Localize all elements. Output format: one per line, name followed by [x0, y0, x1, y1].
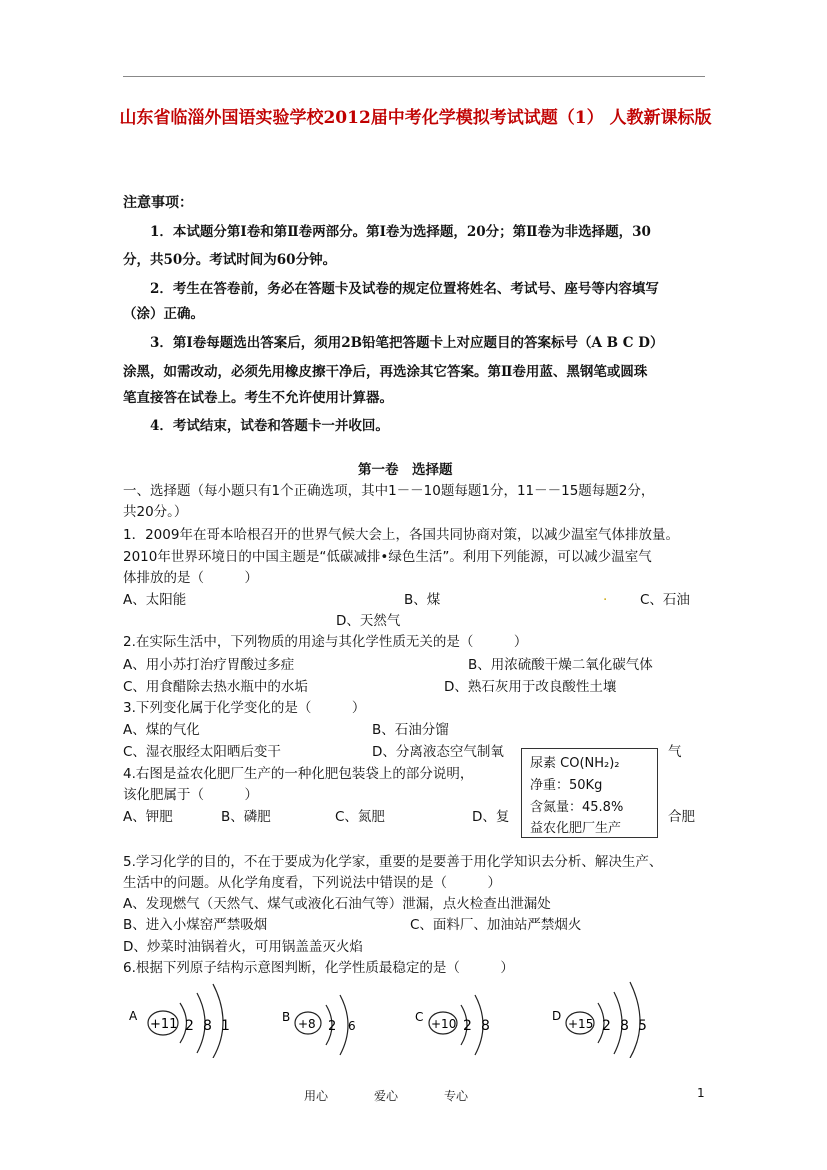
q2-option-b: B、用浓硫酸干燥二氧化碳气体: [468, 657, 653, 673]
q4-option-a: A、钾肥: [123, 809, 173, 825]
page-number: 1: [697, 1086, 705, 1100]
atom-letter: D: [552, 1009, 562, 1023]
nucleus-charge: +10: [431, 1017, 457, 1031]
q1-option-a: A、太阳能: [123, 592, 187, 608]
q1-stem: 2010年世界环境日的中国主题是“低碳减排•绿色生活”。利用下列能源，可以减少温室气: [123, 549, 652, 565]
q5-stem: 生活中的问题。从化学角度看，下列说法中错误的是（ ）: [123, 875, 501, 891]
footer-motto: 专心: [444, 1089, 469, 1103]
q1-stem: 体排放的是（ ）: [123, 570, 258, 586]
q2-option-c: C、用食醋除去热水瓶中的水垢: [123, 679, 308, 695]
atom-letter: A: [129, 1009, 138, 1023]
electron-count: 1: [221, 1018, 230, 1034]
q1-option-b: B、煤: [404, 592, 441, 608]
atom-diagram-c: [413, 985, 513, 1060]
q4-stem: 该化肥属于（ ）: [123, 787, 258, 803]
q4-option-d: D、复: [472, 809, 510, 825]
q5-stem: 5.学习化学的目的，不在于要成为化学家，重要的是要善于用化学知识去分析、解决生产、: [123, 854, 663, 870]
electron-count: 8: [481, 1018, 490, 1034]
notice-heading: 注意事项：: [123, 195, 193, 211]
q3-option-d-tail: 气: [668, 744, 682, 760]
q5-option-b: B、进入小煤窑严禁吸烟: [123, 917, 268, 933]
electron-count: 5: [638, 1018, 647, 1034]
intro-line: 一、选择题（每小题只有1个正确选项，其中1－－10题每题1分，11－－15题每题2分，: [123, 483, 655, 499]
stray-dot: .: [603, 588, 608, 604]
q4-option-d-tail: 合肥: [668, 809, 695, 825]
q1-option-c: C、石油: [640, 592, 690, 608]
q5-option-c: C、面料厂、加油站严禁烟火: [410, 917, 582, 933]
electron-count: 8: [203, 1018, 212, 1034]
q3-option-d: D、分离液态空气制氧: [372, 744, 504, 760]
intro-line: 共20分。）: [123, 504, 188, 520]
q2-stem: 2.在实际生活中，下列物质的用途与其化学性质无关的是（ ）: [123, 634, 528, 650]
footer-motto: 爱心: [374, 1089, 399, 1103]
electron-count: 2: [328, 1019, 337, 1034]
nucleus-charge: +15: [568, 1017, 594, 1031]
fertilizer-label-box: [521, 748, 658, 838]
q4-stem: 4.右图是益农化肥厂生产的一种化肥包装袋上的部分说明，: [123, 766, 474, 782]
nucleus-charge: +11: [150, 1017, 178, 1032]
atom-diagram-d: [550, 978, 665, 1058]
electron-count: 2: [463, 1018, 472, 1034]
label-line: 尿素 CO(NH₂)₂: [530, 756, 620, 771]
electron-count: 2: [602, 1018, 611, 1034]
header-rule: [123, 76, 705, 77]
notice-line: 1．本试题分第Ⅰ卷和第Ⅱ卷两部分。第Ⅰ卷为选择题，20分；第Ⅱ卷为非选择题，30: [150, 224, 651, 240]
atom-letter: C: [415, 1010, 424, 1024]
q2-option-a: A、用小苏打治疗胃酸过多症: [123, 657, 295, 673]
notice-line: 分，共50分。考试时间为60分钟。: [123, 252, 337, 268]
label-line: 含氮量：45.8%: [530, 800, 624, 815]
notice-line: 3．第Ⅰ卷每题选出答案后，须用2B铅笔把答题卡上对应题目的答案标号（A B C D）: [150, 335, 664, 351]
q5-option-a: A、发现燃气（天然气、煤气或液化石油气等）泄漏，点火检查出泄漏处: [123, 896, 551, 912]
q3-stem: 3.下列变化属于化学变化的是（ ）: [123, 700, 366, 716]
atom-diagram-a: [125, 978, 245, 1058]
q1-stem: 1．2009年在哥本哈根召开的世界气候大会上，各国共同协商对策，以减少温室气体排放量。: [123, 527, 679, 543]
label-line: 净重：50Kg: [530, 778, 603, 793]
notice-line: 4．考试结束，试卷和答题卡一并收回。: [150, 418, 389, 434]
notice-line: 2．考生在答卷前，务必在答题卡及试卷的规定位置将姓名、考试号、座号等内容填写: [150, 281, 659, 297]
q3-option-c: C、湿衣服经太阳晒后变干: [123, 744, 281, 760]
q6-stem: 6.根据下列原子结构示意图判断，化学性质最稳定的是（ ）: [123, 960, 514, 976]
nucleus-charge: +8: [298, 1017, 316, 1031]
electron-shell-arc: [340, 995, 348, 1055]
q5-option-d: D、炒菜时油锅着火，可用锅盖盖灭火焰: [123, 939, 363, 955]
q4-option-c: C、氮肥: [335, 809, 385, 825]
label-line: 益农化肥厂生产: [530, 821, 622, 836]
q4-option-b: B、磷肥: [221, 809, 271, 825]
footer-motto: 用心: [304, 1089, 329, 1103]
q1-option-d: D、天然气: [336, 613, 401, 629]
notice-line: （涂）正确。: [123, 306, 204, 322]
q2-option-d: D、熟石灰用于改良酸性土壤: [444, 679, 617, 695]
atom-diagram-b: [278, 985, 378, 1060]
notice-line: 笔直接答在试卷上。考生不允许使用计算器。: [123, 390, 393, 406]
q3-option-b: B、石油分馏: [372, 722, 449, 738]
electron-count: 2: [185, 1018, 194, 1034]
q3-option-a: A、煤的气化: [123, 722, 200, 738]
atom-letter: B: [282, 1010, 291, 1024]
electron-count: 6: [348, 1019, 356, 1033]
section-heading: 第一卷 选择题: [358, 462, 453, 478]
notice-line: 涂黑，如需改动，必须先用橡皮擦干净后，再选涂其它答案。第Ⅱ卷用蓝、黑钢笔或圆珠: [123, 364, 648, 380]
page-title: 山东省临淄外国语实验学校2012届中考化学模拟考试试题（1） 人教新课标版: [119, 108, 712, 128]
electron-count: 8: [620, 1018, 629, 1034]
